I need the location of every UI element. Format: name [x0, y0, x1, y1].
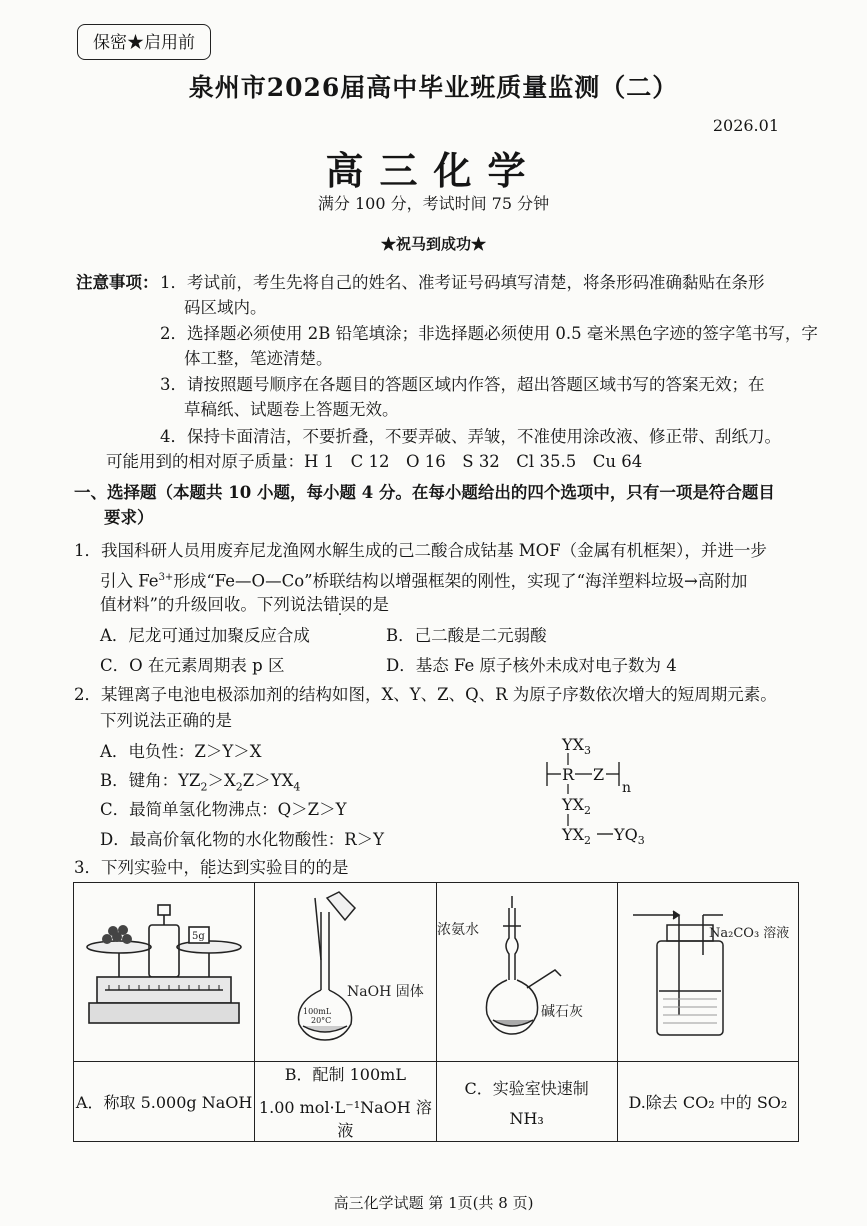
note-1b: 码区域内。 — [184, 298, 267, 317]
q2-b-part3: Z＞YX — [242, 771, 294, 790]
exam-date: 2026.01 — [712, 116, 779, 135]
experiment-table — [73, 882, 799, 1142]
atomic-masses: 可能用到的相对原子质量：H 1 C 12 O 16 S 32 Cl 35.5 Cu 64 — [106, 452, 643, 471]
structure-n: n — [622, 780, 632, 796]
q1-emphasis: 错误 — [322, 595, 356, 614]
q2-option-d: D．最高价氧化物的水化物酸性：R＞Y — [100, 830, 385, 849]
soda-lime-label: 碱石灰 — [540, 1004, 583, 1020]
confidential-stamp: 保密★启用前 — [77, 24, 211, 60]
experiment-d-picture — [617, 883, 798, 1062]
motto: ★祝马到成功★ — [380, 235, 486, 253]
note-4: 4．保持卡面清洁，不要折叠，不要弄破、弄皱，不准使用涂改液、修正带、刮纸刀。 — [160, 427, 781, 446]
q2-b-part2: ＞X — [207, 771, 236, 790]
structure-top-sub: 3 — [583, 744, 591, 757]
balance-icon — [79, 895, 249, 1045]
structure-top: YX — [562, 735, 584, 754]
flask-volume-label: 100mL — [303, 1007, 332, 1016]
volumetric-flask-icon — [255, 890, 435, 1050]
experiment-b-picture — [255, 883, 436, 1062]
note-3b: 草稿纸、试题卷上答题无效。 — [184, 400, 399, 419]
q1-option-b: B．己二酸是二元弱酸 — [386, 626, 547, 645]
svg-text:YX3 — [561, 735, 591, 757]
weight-label: 5g — [192, 931, 205, 942]
caption-b-line2: 1.00 mol·L⁻¹NaOH 溶液 — [258, 1098, 432, 1140]
fe-charge: 3+ — [158, 572, 174, 583]
experiment-c-picture — [436, 883, 617, 1062]
q2-b-sub3: 4 — [293, 780, 301, 794]
page-footer: 高三化学试题 第 1页(共 8 页) — [333, 1194, 534, 1212]
q3-emphasis: 能 — [200, 858, 217, 877]
structure-z: Z — [593, 765, 605, 784]
caption-b-line1: B．配制 100mL — [284, 1065, 406, 1084]
q3-stem-b: 达到实验目的的是 — [216, 858, 349, 877]
q1-stem-2a: 引入 Fe — [100, 571, 159, 591]
caption-b — [255, 1062, 436, 1142]
experiment-a-picture — [74, 883, 255, 1062]
subject-title: 高三化学 — [325, 148, 542, 193]
svg-text:YX2 — [561, 825, 591, 847]
exam-title: 泉州市2026届高中毕业班质量监测（二） — [188, 73, 679, 102]
svg-text:YX2 — [561, 795, 591, 817]
caption-c-line2: NH₃ — [509, 1108, 544, 1128]
note-2b: 体工整，笔迹清楚。 — [184, 349, 333, 368]
q1-option-d: D．基态 Fe 原子核外未成对电子数为 4 — [386, 656, 677, 675]
structure-mid: YX — [562, 795, 584, 814]
structure-bottom-b: YQ — [614, 825, 638, 844]
section1-heading-cont: 要求） — [104, 508, 154, 527]
naoh-solid-label: NaOH 固体 — [347, 984, 425, 1000]
q1-option-c: C．O 在元素周期表 p 区 — [100, 656, 285, 675]
q1-stem-3 — [100, 592, 389, 618]
q2-b-sub2: 2 — [235, 780, 243, 794]
q1-stem-2b: 形成“Fe—O—Co”桥联结构以增强框架的刚性，实现了“海洋塑料垃圾→高附加 — [173, 571, 748, 591]
svg-text:YQ3 — [613, 825, 645, 847]
structure-bottom-b-sub: 3 — [637, 834, 645, 847]
section1-heading: 一、选择题（本题共 10 小题，每小题 4 分。在每小题给出的四个选项中，只有一项是符合题目 — [74, 483, 775, 502]
q2-structure-diagram — [535, 730, 665, 850]
caption-c — [436, 1062, 617, 1142]
q2-option-b — [100, 767, 300, 793]
q2-b-sub1: 2 — [200, 780, 208, 794]
gas-washing-bottle-icon — [623, 895, 793, 1045]
structure-bottom-a-sub: 2 — [583, 834, 591, 847]
q1-stem-1: 1．我国科研人员用废弃尼龙渔网水解生成的己二酸合成钴基 MOF（金属有机框架），并进一步 — [74, 541, 767, 560]
q3-stem-a: 3．下列实验中， — [74, 858, 200, 877]
q1-stem-3a: 值材料”的升级回收。下列说法 — [100, 595, 323, 614]
q2-stem-1: 2．某锂离子电池电极添加剂的结构如图，X、Y、Z、Q、R 为原子序数依次增大的短周期元素。 — [74, 685, 777, 704]
note-1a: 1．考试前，考生先将自己的姓名、准考证号码填写清楚，将条形码准确黏贴在条形 — [160, 273, 765, 292]
notes-heading: 注意事项： — [76, 273, 159, 292]
note-2a: 2．选择题必须使用 2B 铅笔填涂；非选择题必须使用 0.5 毫米黑色字迹的签字笔书写，字 — [160, 324, 818, 343]
q2-stem-2: 下列说法正确的是 — [100, 711, 232, 730]
q1-option-a: A．尼龙可通过加聚反应合成 — [100, 626, 310, 645]
ammonia-setup-icon — [437, 890, 617, 1050]
q1-stem-2 — [100, 565, 747, 595]
flask-temp-label: 20°C — [311, 1016, 332, 1025]
q2-option-a: A．电负性：Z＞Y＞X — [100, 742, 262, 761]
score-time: 满分 100 分，考试时间 75 分钟 — [317, 194, 550, 213]
caption-d: D.除去 CO₂ 中的 SO₂ — [617, 1062, 798, 1142]
structure-bottom-a: YX — [562, 825, 584, 844]
q3-stem — [74, 855, 349, 881]
na2co3-label: Na₂CO₃ 溶液 — [708, 926, 790, 941]
q2-option-c: C．最简单氢化物沸点：Q＞Z＞Y — [100, 800, 347, 819]
ammonia-water-label: 浓氨水 — [436, 922, 479, 938]
structure-r: R — [562, 765, 575, 784]
caption-a: A．称取 5.000g NaOH — [74, 1062, 255, 1142]
q2-b-part1: B．键角：YZ — [100, 771, 201, 790]
note-3a: 3．请按照题号顺序在各题目的答题区域内作答，超出答题区域书写的答案无效；在 — [160, 375, 765, 394]
caption-c-line1: C．实验室快速制 — [464, 1078, 589, 1098]
structure-mid-sub: 2 — [583, 804, 591, 817]
q1-stem-3b: 的是 — [355, 595, 389, 614]
